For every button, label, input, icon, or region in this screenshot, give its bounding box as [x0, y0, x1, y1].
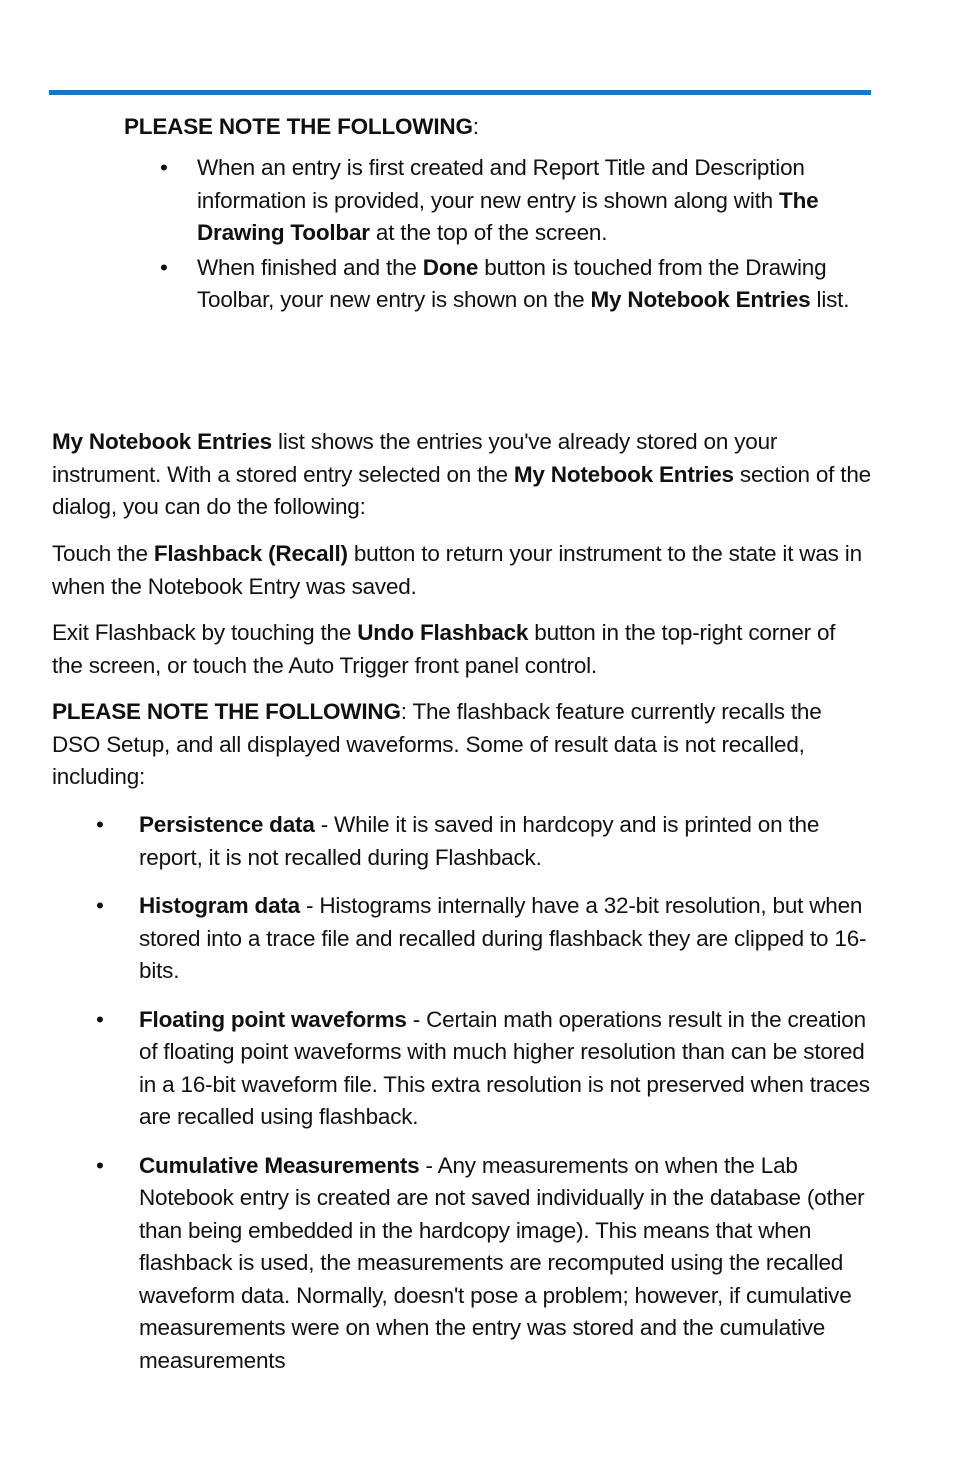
list-item: • When finished and the Done button is touched from the Drawing Toolbar, your new entry is shown on the My Notebook Entries list.	[124, 252, 869, 317]
bullet-icon: •	[96, 1006, 104, 1032]
paragraph-undo-flashback: Exit Flashback by touching the Undo Flashback button in the top-right corner of the screen, or touch the Auto Trigger front panel control.	[52, 620, 836, 678]
bullet-icon: •	[160, 155, 168, 180]
recall-notes-list	[52, 809, 872, 1393]
bullet-icon: •	[96, 812, 104, 837]
paragraph-please-note: PLEASE NOTE THE FOLLOWING: The flashback feature currently recalls the DSO Setup, and all displayed waveforms. Some of result data is not recalled, including:	[52, 699, 822, 789]
first-notes-list	[124, 152, 869, 319]
header-rule	[49, 90, 871, 95]
bullet-icon: •	[96, 1152, 104, 1178]
list-item: • Floating point waveforms - Certain math operations result in the creation of floating point waveforms with much higher resolution than can be stored in a 16-bit waveform file. This extra resolution is not preserved when traces are recalled using flashback.	[52, 1004, 872, 1134]
paragraph-flashback-recall: Touch the Flashback (Recall) button to return your instrument to the state it was in when the Notebook Entry was saved.	[52, 541, 862, 599]
note-heading: PLEASE NOTE THE FOLLOWING:	[124, 114, 479, 139]
list-item: • Cumulative Measurements - Any measurements on when the Lab Notebook entry is created are not saved individually in the database (other than being embedded in the hardcopy image). This means that when flashback is used, the measurements are recomputed using the recalled waveform data. Normally, doesn't pose a problem; however, if cumulative measurements were on when the entry was stored and the cumulative measurements	[52, 1150, 872, 1378]
paragraph-my-notebook-entries: My Notebook Entries list shows the entries you've already stored on your instrument. With a stored entry selected on the My Notebook Entries section of the dialog, you can do the following:	[52, 429, 871, 519]
list-item: • Histogram data - Histograms internally have a 32-bit resolution, but when stored into a trace file and recalled during flashback they are clipped to 16-bits.	[52, 890, 872, 988]
bullet-icon: •	[160, 254, 168, 280]
list-item: • When an entry is first created and Report Title and Description information is provided, your new entry is shown along with The Drawing Toolbar at the top of the screen.	[124, 152, 869, 250]
bullet-icon: •	[96, 893, 104, 918]
list-item: • Persistence data - While it is saved in hardcopy and is printed on the report, it is not recalled during Flashback.	[52, 809, 872, 874]
